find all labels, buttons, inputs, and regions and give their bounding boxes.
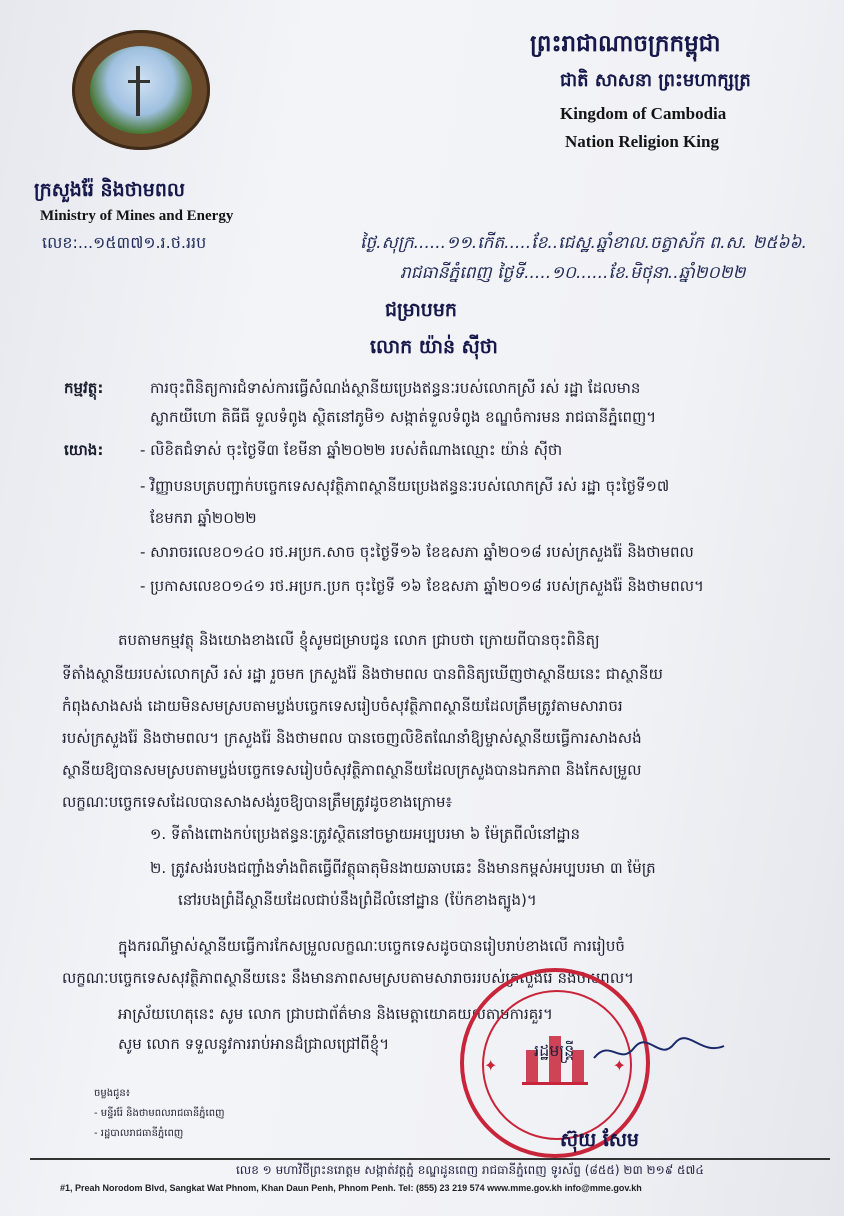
closing-line: អាស្រ័យហេតុនេះ សូម លោក ជ្រាបជាព័ត៌មាន និងមេត្តាយោគយល់តាមការគួរ។ (118, 1005, 553, 1023)
ministry-logo (72, 30, 210, 150)
body-line: កំពុងសាងសង់ ដោយមិនសមស្របតាមប្លង់បច្ចេកទេសរៀបចំសុវត្ថិភាពស្ថានីយដែលត្រឹមត្រូវតាមសារាចរ (62, 697, 623, 715)
body-line: ទីតាំងស្ថានីយរបស់លោកស្រី រស់ រដ្ឋា រួចមក ក្រសួងរ៉ែ និងថាមពល បានពិនិត្យឃើញថាស្ថានីយនេះ ជាស្ថានីយ (62, 665, 663, 683)
subject-label: កម្មវត្ថុ: (64, 379, 104, 397)
kingdom-title-en: Kingdom of Cambodia (560, 104, 727, 123)
body-line: របស់ក្រសួងរ៉ែ និងថាមពល។ ក្រសួងរ៉ែ និងថាមពល បានចេញលិខិតណែនាំឱ្យម្ចាស់ស្ថានីយធ្វើការសាងសង់ (62, 729, 642, 747)
cc-item: - រដ្ឋបាលរាជធានីភ្នំពេញ (94, 1128, 184, 1139)
cc-item: - មន្ទីររ៉ែ និងថាមពលរាជធានីភ្នំពេញ (94, 1108, 225, 1119)
body-line: ស្ថានីយឱ្យបានសមស្របតាមប្លង់បច្ចេកទេសរៀបចំសុវត្ថិភាពស្ថានីយដែលក្រសួងបានឯកភាព និងកែសម្រួល (62, 761, 642, 779)
salutation: ជម្រាបមក (385, 299, 457, 321)
subject-line: ការចុះពិនិត្យការជំទាស់ការធ្វើសំណង់ស្ថានីយប្រេងឥន្ធនៈរបស់លោកស្រី រស់ រដ្ឋា ដែលមាន (150, 379, 641, 397)
reference-number: លេខ:...១៥៣៧១.រ.ថ.ររប (42, 233, 207, 252)
footer-address-kh: លេខ ១ មហាវិថីព្រះនរោត្តម សង្កាត់វត្តភ្នំ ខណ្ឌដូនពេញ រាជធានីភ្នំពេញ ទូរស័ព្ទ (៨៥៥) ២៣ ២១៩ ៥៧៤ (236, 1163, 704, 1177)
pylon-icon (136, 66, 140, 116)
signature-scribble (590, 1032, 730, 1072)
requirement-item: នៅរបងព្រំដីស្ថានីយដែលជាប់នឹងព្រំដីលំនៅដ្ឋាន (ប៉ែកខាងត្បូង)។ (178, 891, 537, 909)
requirement-item: ២. ត្រូវសង់របងជញ្ជាំងទាំងពិតធ្វើពីវត្ថុធាតុមិនងាយឆាបឆេះ និងមានកម្ពស់អប្បបរមា ៣ ម៉ែត្រ (150, 859, 656, 877)
body-line: លក្ខណៈបច្ចេកទេសសុវត្ថិភាពស្ថានីយនេះ នឹងមានភាពសមស្របតាមសារាចររបស់ក្រសួងរ៉ែ និងថាមពល។ (62, 969, 634, 987)
reference-item: - សារាចរលេខ០១៤០ រថ.អប្រក.សាច ចុះថ្ងៃទី១៦ ខែឧសភា ឆ្នាំ២០១៨ របស់ក្រសួងរ៉ែ និងថាមពល (140, 543, 694, 561)
ministry-name-kh: ក្រសួងរ៉ែ និងថាមពល (34, 179, 185, 201)
solar-date: រាជធានីភ្នំពេញ ថ្ងៃទី.....១០......ខែ.មិថុនា..ឆ្នាំ២០២២ (400, 263, 746, 283)
signatory-name: ស៊ុយ សែម (560, 1129, 639, 1151)
ministry-name-en: Ministry of Mines and Energy (40, 208, 234, 224)
footer-address-en: #1, Preah Norodom Blvd, Sangkat Wat Phnom, Khan Daun Penh, Phnom Penh. Tel: (855) 23 219 574 www.mme.gov.kh info@mme.gov.kh (60, 1183, 642, 1193)
reference-item: - លិខិតជំទាស់ ចុះថ្ងៃទី៣ ខែមីនា ឆ្នាំ២០២២ របស់តំណាងឈ្មោះ យ៉ាន់ ស៊ីថា (140, 441, 563, 459)
motto-kh: ជាតិ សាសនា ព្រះមហាក្សត្រ (560, 70, 751, 91)
closing-line: សូម លោក ទទួលនូវការរាប់អានដ៏ជ្រាលជ្រៅពីខ្ញុំ។ (118, 1035, 390, 1053)
subject-line: ស្លាកយីហោ តិធីធី ទួលទំពូង ស្ថិតនៅភូមិ១ សង្កាត់ទួលទំពូង ខណ្ឌចំការមន រាជធានីភ្នំពេញ។ (150, 408, 657, 426)
body-line: លក្ខណៈបច្ចេកទេសដែលបានសាងសង់រួចឱ្យបានត្រឹមត្រូវដូចខាងក្រោម៖ (62, 793, 453, 811)
cc-title: ចម្លងជូន៖ (94, 1088, 131, 1099)
signatory-title: រដ្ឋមន្ត្រី (534, 1041, 575, 1060)
star-icon: ✦ (612, 1056, 626, 1075)
reference-item: - ប្រកាសលេខ០១៤១ រថ.អប្រក.ប្រក ចុះថ្ងៃទី ១៦ ខែឧសភា ឆ្នាំ២០១៨ របស់ក្រសួងរ៉ែ និងថាមពល។ (140, 577, 704, 595)
requirement-item: ១. ទីតាំងពោងកប់ប្រេងឥន្ធនៈត្រូវស្ថិតនៅចម្ងាយអប្បបរមា ៦ ម៉ែត្រពីលំនៅដ្ឋាន (150, 825, 581, 843)
logo-landscape (90, 46, 192, 134)
reference-item: - វិញ្ញាបនបត្របញ្ជាក់បច្ចេកទេសសុវត្ថិភាពស្ថានីយប្រេងឥន្ធនៈរបស់លោកស្រី រស់ រដ្ឋា ចុះថ្ងៃទី១៧ (140, 477, 670, 495)
recipient-name: លោក យ៉ាន់ ស៊ីថា (370, 336, 498, 358)
reference-item: ខែមករា ឆ្នាំ២០២២ (150, 509, 257, 527)
footer-divider (30, 1158, 830, 1160)
body-line: តបតាមកម្មវត្ថុ និងយោងខាងលើ ខ្ញុំសូមជម្រាបជូន លោក ជ្រាបថា ក្រោយពីបានចុះពិនិត្យ (118, 631, 600, 649)
kingdom-title-kh: ព្រះរាជាណាចក្រកម្ពុជា (530, 31, 721, 57)
references-label: យោង: (64, 441, 104, 459)
motto-en: Nation Religion King (565, 132, 719, 151)
lunar-date: ថ្ងៃ.សុក្រ......១១.កើត.....ខែ..ជេស្ឋ.ឆ្នាំខាល.ចត្វាស័ក ព.ស. ២៥៦៦. (360, 233, 807, 253)
body-line: ក្នុងករណីម្ចាស់ស្ថានីយធ្វើការកែសម្រួលលក្ខណៈបច្ចេកទេសដូចបានរៀបរាប់ខាងលើ ការរៀបចំ (118, 937, 625, 955)
star-icon: ✦ (484, 1056, 498, 1075)
